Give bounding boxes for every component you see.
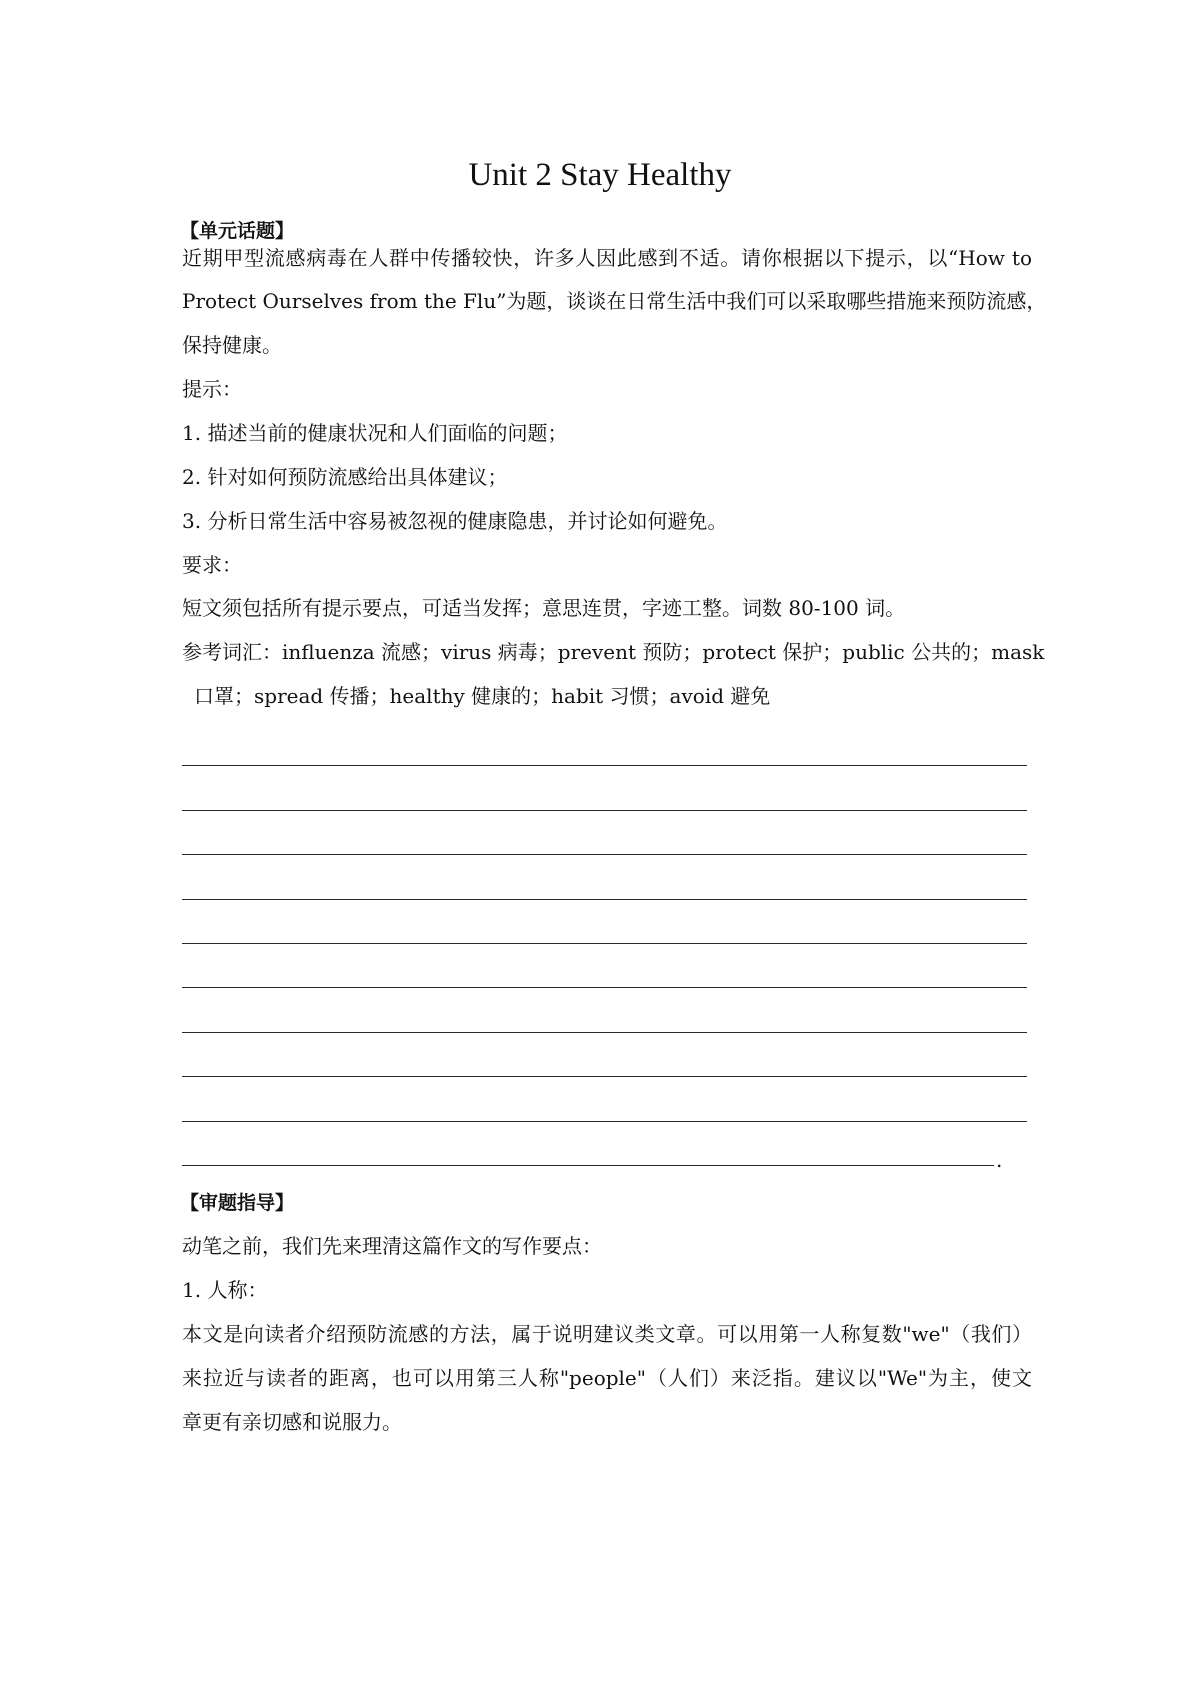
guidance-point-line: 来拉近与读者的距离，也可以用第三人称"people"（人们）来泛指。建议以"We"为主，使文 bbox=[182, 1366, 1032, 1390]
answer-line[interactable] bbox=[182, 810, 1027, 811]
answer-line[interactable] bbox=[182, 943, 1027, 944]
hints-label: 提示： bbox=[182, 377, 242, 401]
guidance-intro: 动笔之前，我们先来理清这篇作文的写作要点： bbox=[182, 1234, 602, 1258]
answer-line[interactable] bbox=[182, 1076, 1027, 1077]
requirements-text: 短文须包括所有提示要点，可适当发挥；意思连贯，字迹工整。词数 80-100 词。 bbox=[182, 596, 906, 620]
guidance-point-line: 本文是向读者介绍预防流感的方法，属于说明建议类文章。可以用第一人称复数"we"（我们） bbox=[182, 1322, 1032, 1346]
answer-line[interactable] bbox=[182, 987, 1027, 988]
requirements-label: 要求： bbox=[182, 553, 242, 577]
topic-intro-line: 保持健康。 bbox=[182, 333, 282, 357]
answer-line[interactable] bbox=[182, 1032, 1027, 1033]
topic-intro-line: 近期甲型流感病毒在人群中传播较快，许多人因此感到不适。请你根据以下提示，以“How to bbox=[182, 246, 1032, 270]
topic-intro-line: Protect Ourselves from the Flu”为题，谈谈在日常生活中我们可以采取哪些措施来预防流感， bbox=[182, 289, 1047, 313]
guidance-heading: 【审题指导】 bbox=[180, 1192, 295, 1214]
answer-line[interactable] bbox=[182, 765, 1027, 766]
answer-line[interactable] bbox=[182, 854, 1027, 855]
guidance-point-label: 1. 人称： bbox=[182, 1278, 268, 1302]
hint-item: 3. 分析日常生活中容易被忽视的健康隐患，并讨论如何避免。 bbox=[182, 509, 728, 533]
hint-item: 2. 针对如何预防流感给出具体建议； bbox=[182, 465, 508, 489]
page-title: Unit 2 Stay Healthy bbox=[468, 157, 732, 193]
guidance-point-line: 章更有亲切感和说服力。 bbox=[182, 1410, 402, 1434]
answer-line[interactable] bbox=[182, 1121, 1027, 1122]
vocab-line: 参考词汇：influenza 流感；virus 病毒；prevent 预防；protect 保护；public 公共的；mask bbox=[182, 640, 1045, 664]
hint-item: 1. 描述当前的健康状况和人们面临的问题； bbox=[182, 421, 568, 445]
answer-end-period: . bbox=[996, 1148, 1003, 1172]
topic-heading: 【单元话题】 bbox=[180, 220, 295, 242]
vocab-line: 口罩；spread 传播；healthy 健康的；habit 习惯；avoid 避免 bbox=[194, 684, 771, 708]
answer-line[interactable] bbox=[182, 899, 1027, 900]
answer-line[interactable] bbox=[182, 1165, 994, 1166]
